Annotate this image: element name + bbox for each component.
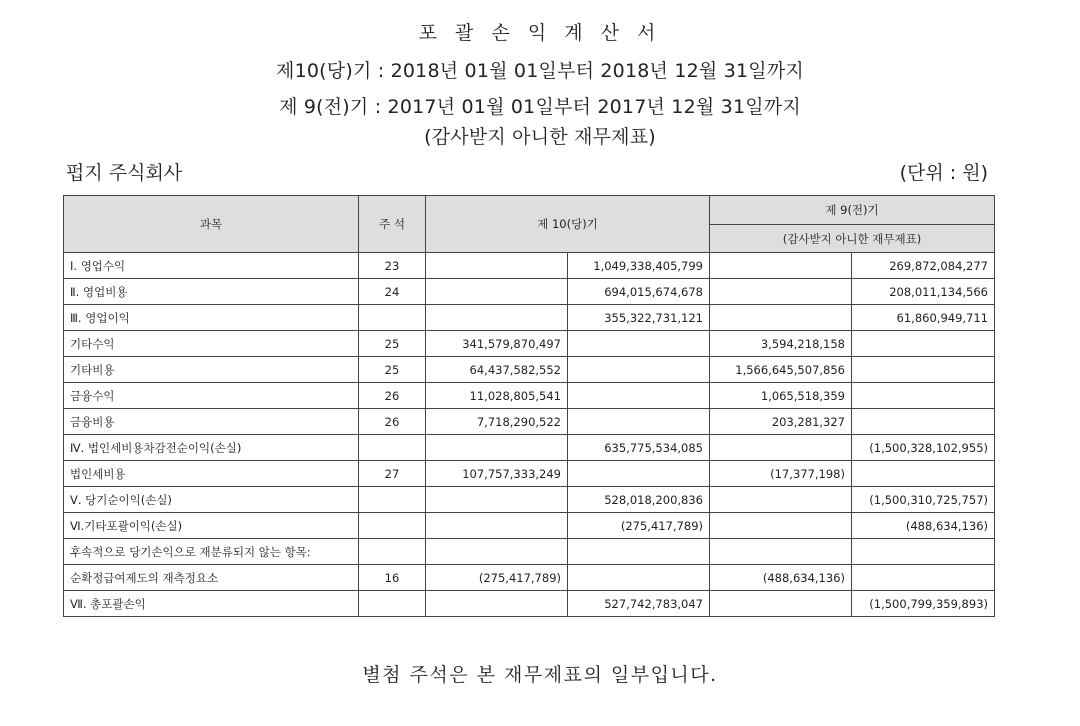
statement-title: 포 괄 손 익 계 산 서 <box>418 22 662 44</box>
cell-current-detail: (275,417,789) <box>426 565 568 591</box>
cell-current-total <box>568 383 710 409</box>
table-row <box>64 513 995 539</box>
cell-prior-total <box>852 409 995 435</box>
current-period-line: 제10(당)기 : 2018년 01월 01일부터 2018년 12월 31일까지 <box>276 60 804 82</box>
cell-current-detail <box>426 487 568 513</box>
cell-current-total: 635,775,534,085 <box>568 435 710 461</box>
income-statement-table <box>63 195 995 617</box>
cell-current-detail: 11,028,805,541 <box>426 383 568 409</box>
table-row <box>64 487 995 513</box>
cell-account: 순확정급여제도의 재측정요소 <box>64 565 359 591</box>
cell-prior-total <box>852 383 995 409</box>
cell-prior-detail <box>710 305 852 331</box>
table-row <box>64 435 995 461</box>
table-row <box>64 383 995 409</box>
cell-current-detail: 341,579,870,497 <box>426 331 568 357</box>
cell-note: 25 <box>359 357 426 383</box>
cell-current-total <box>568 565 710 591</box>
cell-prior-total <box>852 331 995 357</box>
cell-account: Ⅰ. 영업수익 <box>64 253 359 279</box>
table-row <box>64 331 995 357</box>
cell-account: Ⅳ. 법인세비용차감전순이익(손실) <box>64 435 359 461</box>
table-row <box>64 305 995 331</box>
cell-prior-detail: 1,065,518,359 <box>710 383 852 409</box>
cell-account: Ⅱ. 영업비용 <box>64 279 359 305</box>
cell-prior-detail: 203,281,327 <box>710 409 852 435</box>
cell-prior-detail <box>710 487 852 513</box>
unit-label: (단위 : 원) <box>899 162 988 184</box>
cell-account: Ⅴ. 당기순이익(손실) <box>64 487 359 513</box>
cell-current-detail: 7,718,290,522 <box>426 409 568 435</box>
cell-note: 26 <box>359 383 426 409</box>
cell-note <box>359 435 426 461</box>
cell-current-total <box>568 409 710 435</box>
cell-prior-total: (1,500,799,359,893) <box>852 591 995 617</box>
cell-prior-detail: 1,566,645,507,856 <box>710 357 852 383</box>
cell-current-total: 528,018,200,836 <box>568 487 710 513</box>
cell-prior-total <box>852 539 995 565</box>
cell-note <box>359 591 426 617</box>
cell-current-detail <box>426 539 568 565</box>
cell-prior-total <box>852 565 995 591</box>
cell-prior-detail <box>710 253 852 279</box>
cell-prior-detail: 3,594,218,158 <box>710 331 852 357</box>
table-row <box>64 253 995 279</box>
header-current-period: 제 10(당)기 <box>426 196 710 253</box>
cell-current-detail: 107,757,333,249 <box>426 461 568 487</box>
cell-account: Ⅲ. 영업이익 <box>64 305 359 331</box>
audit-note: (감사받지 아니한 재무제표) <box>424 126 656 148</box>
cell-prior-total: 269,872,084,277 <box>852 253 995 279</box>
header-prior-audit-note: (감사받지 아니한 재무제표) <box>710 225 995 253</box>
cell-note <box>359 513 426 539</box>
cell-prior-detail <box>710 513 852 539</box>
cell-account: 법인세비용 <box>64 461 359 487</box>
cell-prior-total: (488,634,136) <box>852 513 995 539</box>
cell-prior-total: 61,860,949,711 <box>852 305 995 331</box>
cell-current-total: 694,015,674,678 <box>568 279 710 305</box>
cell-prior-detail <box>710 279 852 305</box>
cell-note <box>359 305 426 331</box>
cell-current-detail <box>426 591 568 617</box>
cell-account: 금융비용 <box>64 409 359 435</box>
table-row <box>64 279 995 305</box>
cell-prior-detail <box>710 591 852 617</box>
table-row <box>64 461 995 487</box>
cell-account: 기타수익 <box>64 331 359 357</box>
cell-prior-total <box>852 461 995 487</box>
cell-current-detail <box>426 513 568 539</box>
cell-account: 금융수익 <box>64 383 359 409</box>
cell-note: 23 <box>359 253 426 279</box>
cell-account: 후속적으로 당기손익으로 재분류되지 않는 항목: <box>64 539 359 565</box>
footer-note: 별첨 주석은 본 재무제표의 일부입니다. <box>362 664 718 686</box>
cell-current-detail <box>426 279 568 305</box>
cell-current-detail <box>426 305 568 331</box>
table-row <box>64 409 995 435</box>
cell-current-total: 355,322,731,121 <box>568 305 710 331</box>
cell-account: Ⅶ. 총포괄손익 <box>64 591 359 617</box>
table-row <box>64 357 995 383</box>
cell-current-detail: 64,437,582,552 <box>426 357 568 383</box>
header-prior-period: 제 9(전)기 <box>710 196 995 225</box>
cell-prior-detail: (17,377,198) <box>710 461 852 487</box>
cell-current-total <box>568 539 710 565</box>
table-row <box>64 591 995 617</box>
cell-current-total <box>568 357 710 383</box>
cell-note: 25 <box>359 331 426 357</box>
cell-prior-total <box>852 357 995 383</box>
cell-current-detail <box>426 253 568 279</box>
cell-prior-total: (1,500,328,102,955) <box>852 435 995 461</box>
cell-prior-total: 208,011,134,566 <box>852 279 995 305</box>
cell-current-total: (275,417,789) <box>568 513 710 539</box>
cell-current-total <box>568 331 710 357</box>
cell-current-total: 527,742,783,047 <box>568 591 710 617</box>
header-account: 과목 <box>64 196 359 253</box>
cell-current-total <box>568 461 710 487</box>
cell-note <box>359 539 426 565</box>
cell-note: 26 <box>359 409 426 435</box>
cell-prior-detail: (488,634,136) <box>710 565 852 591</box>
company-name: 펍지 주식회사 <box>66 162 183 184</box>
cell-prior-detail <box>710 539 852 565</box>
cell-prior-detail <box>710 435 852 461</box>
cell-account: Ⅵ.기타포괄이익(손실) <box>64 513 359 539</box>
cell-note: 24 <box>359 279 426 305</box>
cell-current-detail <box>426 435 568 461</box>
prior-period-line: 제 9(전)기 : 2017년 01월 01일부터 2017년 12월 31일까지 <box>279 96 801 118</box>
table-row <box>64 539 995 565</box>
cell-note: 27 <box>359 461 426 487</box>
cell-note <box>359 487 426 513</box>
cell-account: 기타비용 <box>64 357 359 383</box>
cell-note: 16 <box>359 565 426 591</box>
header-note: 주 석 <box>359 196 426 253</box>
cell-prior-total: (1,500,310,725,757) <box>852 487 995 513</box>
cell-current-total: 1,049,338,405,799 <box>568 253 710 279</box>
table-row <box>64 565 995 591</box>
